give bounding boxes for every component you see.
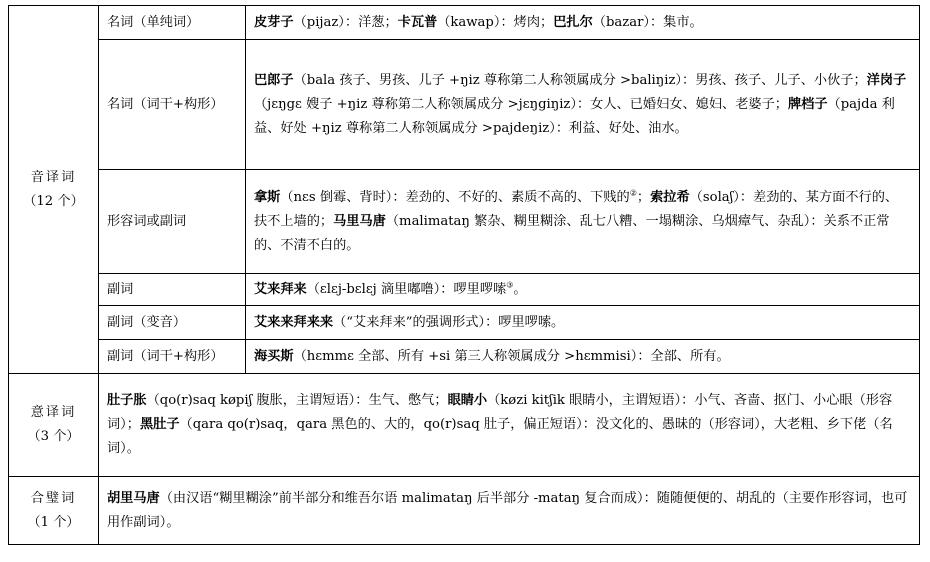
headword: 黑肚子 — [139, 417, 180, 432]
gloss-text: （solaʃ）：差劲的、某方面不行的、扶不上墙的； — [254, 189, 899, 229]
group-count: （12 个） — [23, 193, 84, 209]
group-count: （3 个） — [27, 429, 80, 444]
gloss-text: （ɛlɛj-bɛlɛj 滴里嘟噜）：啰里啰嗦 — [306, 281, 507, 297]
headword: 艾来拜来 — [254, 281, 307, 297]
group-cell-hybrid — [9, 477, 99, 545]
headword: 洋岗子 — [866, 72, 907, 88]
headword: 拿斯 — [254, 189, 281, 205]
table-row — [9, 477, 920, 545]
group-label: 合璧词 — [30, 490, 77, 506]
gloss-text: （由汉语“糊里糊涂”前半部分和维吾尔语 malimataŋ 后半部分 -mataŋ 复合而成）：随随便便的、胡乱的（主要作形容词，也可用作副词）。 — [107, 490, 908, 530]
gloss-text: ； — [636, 189, 651, 205]
subtype-cell: 副词 — [99, 274, 246, 306]
gloss-text: （pajda 利益、好处 +ŋiz 尊称第二人称领属成分 >pajdeŋiz）：利益、好处、油水。 — [254, 96, 895, 136]
gloss-text: （bazar）：集市。 — [592, 14, 703, 30]
content-cell — [246, 40, 920, 170]
footnote-marker: ③ — [506, 280, 514, 290]
table-row — [9, 374, 920, 477]
content-cell — [246, 6, 920, 40]
headword: 卡瓦普 — [397, 14, 438, 30]
table-row — [9, 6, 920, 40]
subtype-cell: 副词（变音） — [99, 306, 246, 340]
group-label: 音译词 — [30, 169, 77, 185]
table-row — [9, 340, 920, 374]
gloss-text: （jɛŋgɛ 嫂子 +ŋiz 尊称第二人称领属成分 >jɛŋgiŋiz）：女人、已婚妇女、媳妇、老婆子； — [254, 96, 788, 112]
gloss-text: （hɛmmɛ 全部、所有 +si 第三人称领属成分 >hɛmmisi）：全部、所有。 — [293, 348, 730, 364]
content-cell — [99, 477, 920, 545]
headword: 马里马唐 — [333, 213, 386, 229]
group-count: （1 个） — [27, 514, 80, 530]
headword: 胡里马唐 — [107, 490, 160, 506]
content-cell — [246, 306, 920, 340]
content-cell — [99, 374, 920, 477]
gloss-text: （pijaz）：洋葱； — [293, 14, 398, 30]
headword: 巴扎尔 — [553, 14, 593, 30]
table-row — [9, 170, 920, 274]
content-cell — [246, 274, 920, 306]
table-row — [9, 40, 920, 170]
headword: 索拉希 — [650, 189, 690, 205]
content-cell — [246, 340, 920, 374]
gloss-text: （kawap）：烤肉； — [437, 14, 554, 30]
table-row — [9, 274, 920, 306]
subtype-cell: 名词（词干+构形） — [99, 40, 246, 170]
content-cell — [246, 170, 920, 274]
subtype-cell: 名词（单纯词） — [99, 6, 246, 40]
subtype-cell: 形容词或副词 — [99, 170, 246, 274]
headword: 艾来来拜来来 — [254, 314, 334, 330]
headword: 牌档子 — [787, 96, 828, 112]
gloss-text: （qo(r)saq køpiʃ 腹胀，主谓短语）：生气、憋气； — [146, 393, 448, 408]
headword: 皮芽子 — [254, 14, 294, 30]
gloss-text: （nɛs 倒霉、背时）：差劲的、不好的、素质不高的、下贱的 — [280, 189, 630, 205]
word-classification-table — [8, 5, 920, 545]
gloss-text: （qara qo(r)saq，qara 黑色的、大的，qo(r)saq 肚子，偏正短语）：没文化的、愚昧的（形容词），大老粗、乡下佬（名词）。 — [107, 417, 893, 456]
group-cell-semantic-translation — [9, 374, 99, 477]
subtype-cell: 副词（词干+构形） — [99, 340, 246, 374]
gloss-text: （malimataŋ 繁杂、糊里糊涂、乱七八糟、一塌糊涂、乌烟瘴气、杂乱）：关系不正常的、不清不白的。 — [254, 213, 890, 253]
headword: 肚子胀 — [107, 393, 147, 408]
gloss-text: （bala 孩子、男孩、儿子 +ŋiz 尊称第二人称领属成分 >baliŋiz）：男孩、孩子、儿子、小伙子； — [293, 72, 867, 88]
headword: 巴郎子 — [254, 72, 294, 88]
group-label: 意译词 — [30, 405, 77, 420]
table-row — [9, 306, 920, 340]
headword: 海买斯 — [254, 348, 294, 364]
gloss-text: 。 — [513, 281, 527, 297]
gloss-text: （“艾来拜来”的强调形式）：啰里啰嗦。 — [333, 314, 565, 330]
group-cell-transliteration — [9, 6, 99, 374]
headword: 眼睛小 — [447, 393, 488, 408]
footnote-marker: ② — [629, 188, 637, 198]
gloss-text: （køzi kitʃik 眼睛小，主谓短语）：小气、吝啬、抠门、小心眼（形容词）； — [107, 393, 893, 432]
